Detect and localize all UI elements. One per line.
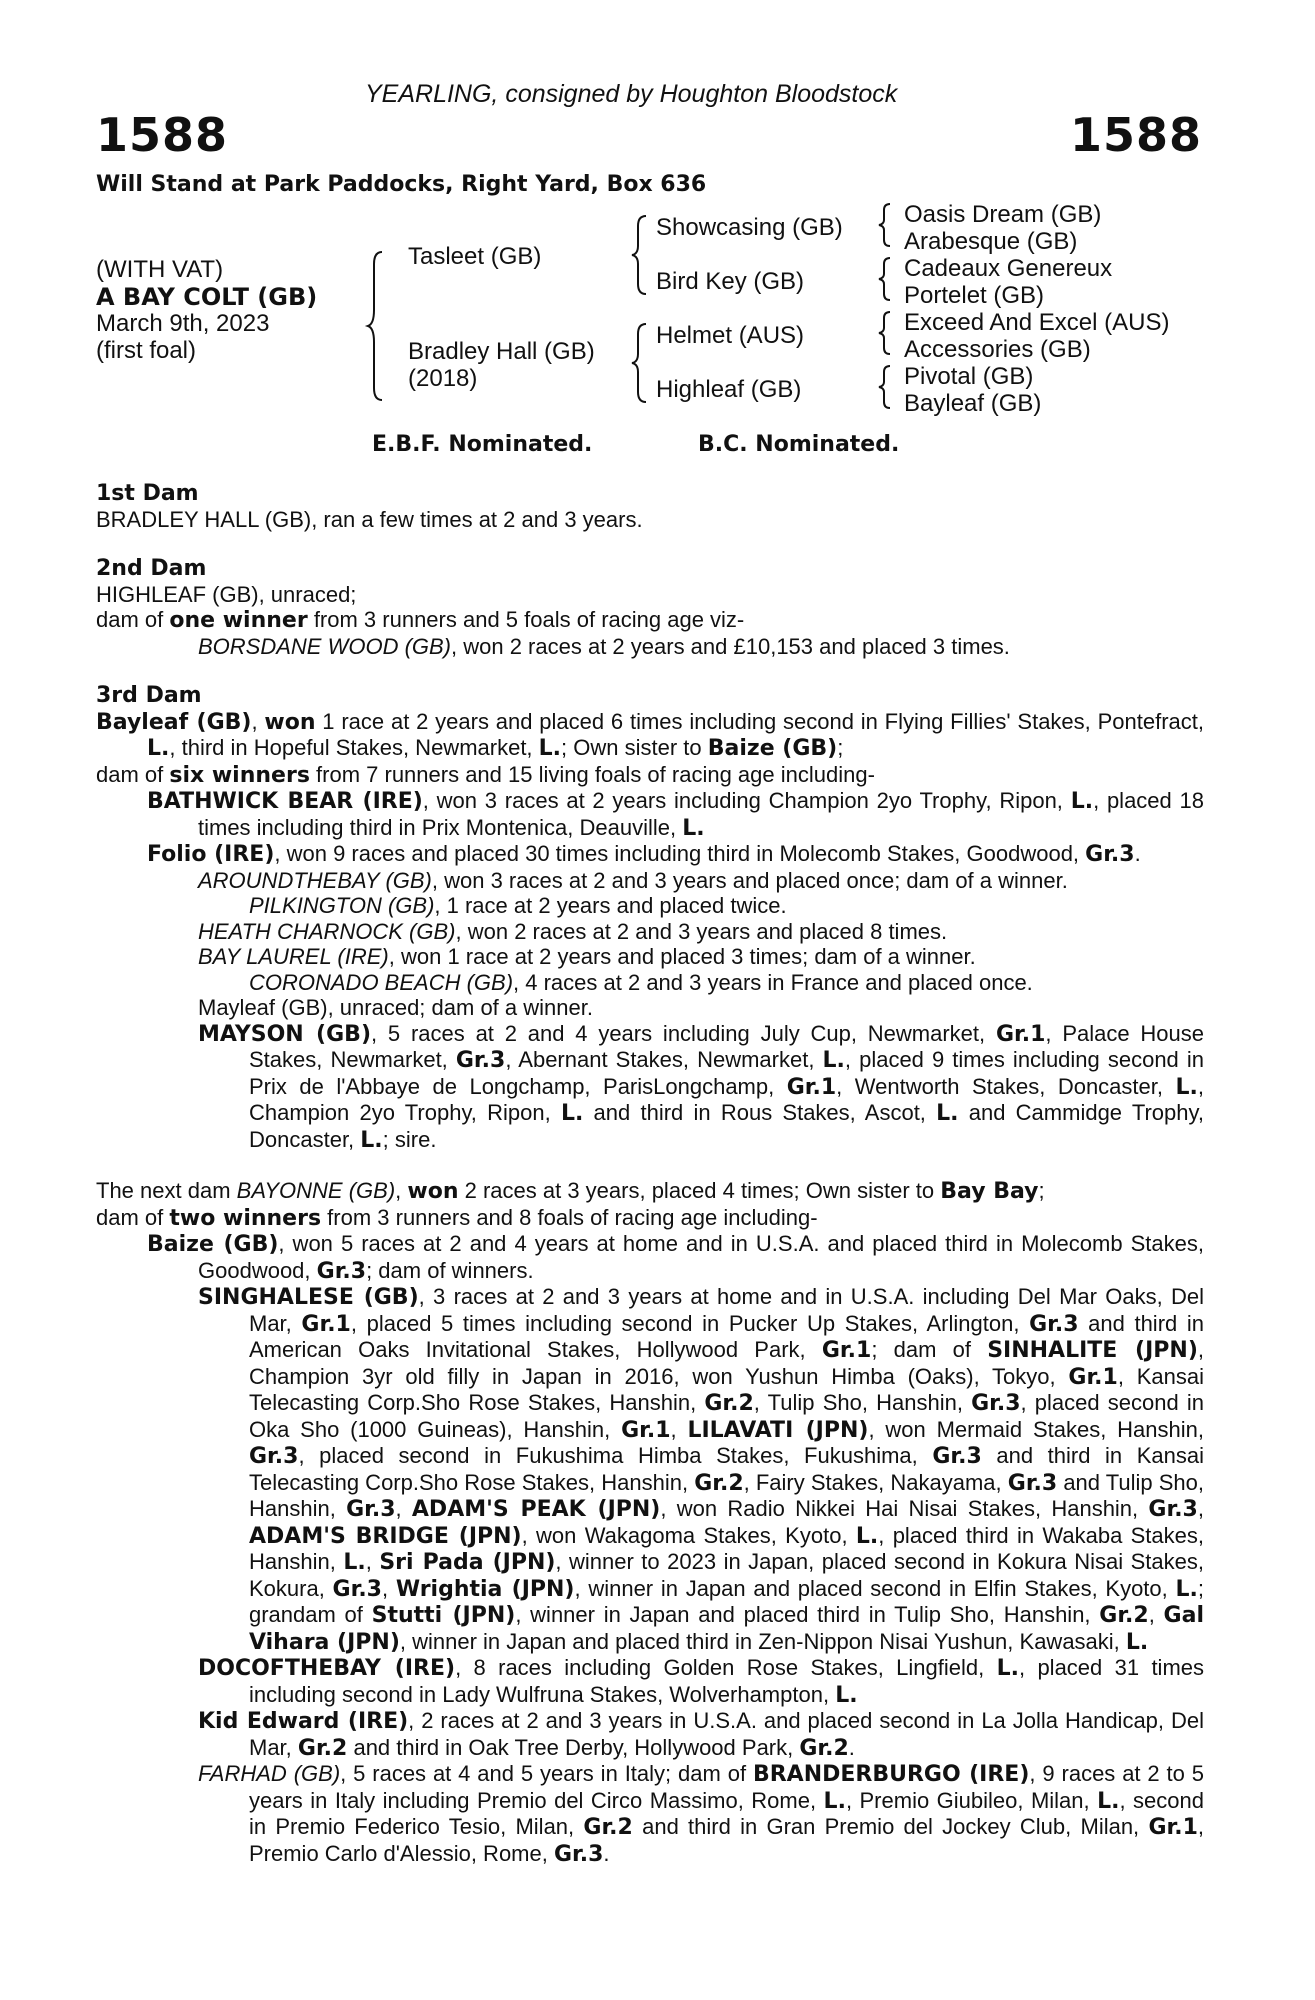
pedigree-bracket-gg4 (878, 364, 894, 410)
docofthebay-entry: DOCOFTHEBAY (IRE), 8 races including Golden Rose Stakes, Lingfield, L., placed 31 times including second in Lady Wulfruna Stakes, Wolverhampton, L. (198, 1655, 1205, 1708)
page-subtitle: YEARLING, consigned by Houghton Bloodstock (365, 80, 898, 108)
pedigree-ggp-4: Portelet (GB) (904, 282, 1045, 309)
pedigree-sire-sire: Showcasing (GB) (656, 214, 843, 241)
baize-entry: Baize (GB), won 5 races at 2 and 4 years at home and in U.S.A. and placed third in Molecomb Stakes, Goodwood, Gr.3; dam of winners. (147, 1231, 1204, 1284)
pedigree-dam-year: (2018) (408, 365, 478, 392)
next-dam-produce-line: dam of two winners from 3 runners and 8 foals of racing age including- (96, 1204, 818, 1231)
lot-number-left: 1588 (96, 108, 229, 162)
pedigree-bracket-gg1 (878, 202, 894, 248)
heath-charnock-entry: HEATH CHARNOCK (GB), won 2 races at 2 and 3 years and placed 8 times. (198, 918, 948, 944)
next-dam-line: The next dam BAYONNE (GB), won 2 races at 3 years, placed 4 times; Own sister to Bay Bay; (96, 1178, 1045, 1204)
pedigree-sire: Tasleet (GB) (408, 243, 542, 270)
horse-vat: (WITH VAT) (96, 256, 224, 283)
pedigree-dam-dam: Highleaf (GB) (656, 376, 802, 403)
singhalese-entry: SINGHALESE (GB), 3 races at 2 and 3 years at home and in U.S.A. including Del Mar Oaks, Del Mar, Gr.1, placed 5 times including second in Pucker Up Stakes, Arlington, Gr.3 and third in American Oaks Invitational Stakes, Hollywood Park, Gr.1; dam of SINHALITE (JPN), Champion 3yr old filly in Japan in 2016, won Yushun Himba (Oaks), Tokyo, Gr.1, Kansai Telecasting Corp.Sho Rose Stakes, Hanshin, Gr.2, Tulip Sho, Hanshin, Gr.3, placed second in Oka Sho (1000 Guineas), Hanshin, Gr.1, LILAVATI (JPN), won Mermaid Stakes, Hanshin, Gr.3, placed second in Fukushima Himba Stakes, Fukushima, Gr.3 and third in Kansai Telecasting Corp.Sho Rose Stakes, Hanshin, Gr.2, Fairy Stakes, Nakayama, Gr.3 and Tulip Sho, Hanshin, Gr.3, ADAM'S PEAK (JPN), won Radio Nikkei Hai Nisai Stakes, Hanshin, Gr.3, ADAM'S BRIDGE (JPN), won Wakagoma Stakes, Kyoto, L., placed third in Wakaba Stakes, Hanshin, L., Sri Pada (JPN), winner to 2023 in Japan, placed second in Kokura Nisai Stakes, Kokura, Gr.3, Wrightia (JPN), winner in Japan and placed second in Elfin Stakes, Kyoto, L.; grandam of Stutti (JPN), winner in Japan and placed third in Tulip Sho, Hanshin, Gr.2, Gal Vihara (JPN), winner in Japan and placed third in Zen-Nippon Nisai Yushun, Kawasaki, L. (198, 1284, 1205, 1655)
pedigree-dam: Bradley Hall (GB) (408, 338, 595, 365)
pedigree-bracket-gg3 (878, 310, 894, 356)
kid-edward-entry: Kid Edward (IRE), 2 races at 2 and 3 years in U.S.A. and placed second in La Jolla Handicap, Del Mar, Gr.2 and third in Oak Tree Derby, Hollywood Park, Gr.2. (198, 1708, 1204, 1761)
lot-number-right: 1588 (1069, 108, 1202, 162)
pedigree-ggp-1: Oasis Dream (GB) (904, 201, 1102, 228)
second-dam-heading: 2nd Dam (96, 556, 207, 581)
second-dam-line2: dam of one winner from 3 runners and 5 foals of racing age viz- (96, 607, 745, 633)
pedigree-bracket-dam (632, 322, 652, 402)
pedigree-ggp-2: Arabesque (GB) (904, 228, 1078, 255)
pedigree-ggp-7: Pivotal (GB) (904, 363, 1034, 390)
pedigree-ggp-8: Bayleaf (GB) (904, 390, 1042, 417)
pedigree-sire-dam: Bird Key (GB) (656, 268, 805, 295)
stand-location: Will Stand at Park Paddocks, Right Yard, Box 636 (96, 172, 707, 197)
horse-dob: March 9th, 2023 (96, 310, 270, 337)
bathwick-bear-entry: BATHWICK BEAR (IRE), won 3 races at 2 years including Champion 2yo Trophy, Ripon, L., placed 18 times including third in Prix Montenica, Deauville, L. (147, 788, 1205, 841)
borsdane-wood-entry: BORSDANE WOOD (GB), won 2 races at 2 years and £10,153 and placed 3 times. (198, 633, 1010, 659)
pedigree-ggp-6: Accessories (GB) (904, 336, 1091, 363)
bayleaf-entry: Bayleaf (GB), won 1 race at 2 years and placed 6 times including second in Flying Fillies' Stakes, Pontefract, L., third in Hopeful Stakes, Newmarket, L.; Own sister to Baize (GB); (96, 708, 1204, 761)
pedigree-bracket-sire (632, 214, 652, 294)
folio-entry: Folio (IRE), won 9 races and placed 30 times including third in Molecomb Stakes, Goodwood, Gr.3. (147, 841, 1141, 867)
bay-laurel-entry: BAY LAUREL (IRE), won 1 race at 2 years and placed 3 times; dam of a winner. (198, 944, 976, 969)
horse-name: A BAY COLT (GB) (96, 283, 318, 311)
third-dam-heading: 3rd Dam (96, 683, 202, 708)
horse-foal-note: (first foal) (96, 337, 197, 364)
first-dam-heading: 1st Dam (96, 481, 199, 506)
mayson-entry: MAYSON (GB), 5 races at 2 and 4 years including July Cup, Newmarket, Gr.1, Palace House Stakes, Newmarket, Gr.3, Abernant Stakes, Newmarket, L., placed 9 times including second in Prix de l'Abbaye de Longchamp, ParisLongchamp, Gr.1, Wentworth Stakes, Doncaster, L., Champion 2yo Trophy, Ripon, L. and third in Rous Stakes, Ascot, L. and Cammidge Trophy, Doncaster, L.; sire. (198, 1020, 1204, 1153)
dam-records (96, 481, 1204, 1867)
bayleaf-produce-line: dam of six winners from 7 runners and 15 living foals of racing age including- (96, 761, 875, 788)
pedigree-bracket-main (368, 250, 388, 400)
second-dam-line1: HIGHLEAF (GB), unraced; (96, 581, 357, 607)
pedigree-dam-sire: Helmet (AUS) (656, 322, 805, 349)
ebf-nomination: E.B.F. Nominated. (372, 432, 593, 457)
bc-nomination: B.C. Nominated. (698, 432, 900, 457)
pilkington-entry: PILKINGTON (GB), 1 race at 2 years and placed twice. (249, 893, 787, 918)
first-dam-text: BRADLEY HALL (GB), ran a few times at 2 and 3 years. (96, 506, 643, 532)
mayleaf-entry: Mayleaf (GB), unraced; dam of a winner. (198, 995, 593, 1020)
pedigree-bracket-gg2 (878, 256, 894, 302)
pedigree-ggp-5: Exceed And Excel (AUS) (904, 309, 1170, 336)
aroundthebay-entry: AROUNDTHEBAY (GB), won 3 races at 2 and 3 years and placed once; dam of a winner. (198, 867, 1068, 893)
farhad-entry: FARHAD (GB), 5 races at 4 and 5 years in Italy; dam of BRANDERBURGO (IRE), 9 races at 2 to 5 years in Italy including Premio del Circo Massimo, Rome, L., Premio Giubileo, Milan, L., second in Premio Federico Tesio, Milan, Gr.2 and third in Gran Premio del Jockey Club, Milan, Gr.1, Premio Carlo d'Alessio, Rome, Gr.3. (198, 1761, 1205, 1867)
pedigree-ggp-3: Cadeaux Genereux (904, 255, 1113, 282)
coronado-beach-entry: CORONADO BEACH (GB), 4 races at 2 and 3 years in France and placed once. (249, 969, 1033, 995)
